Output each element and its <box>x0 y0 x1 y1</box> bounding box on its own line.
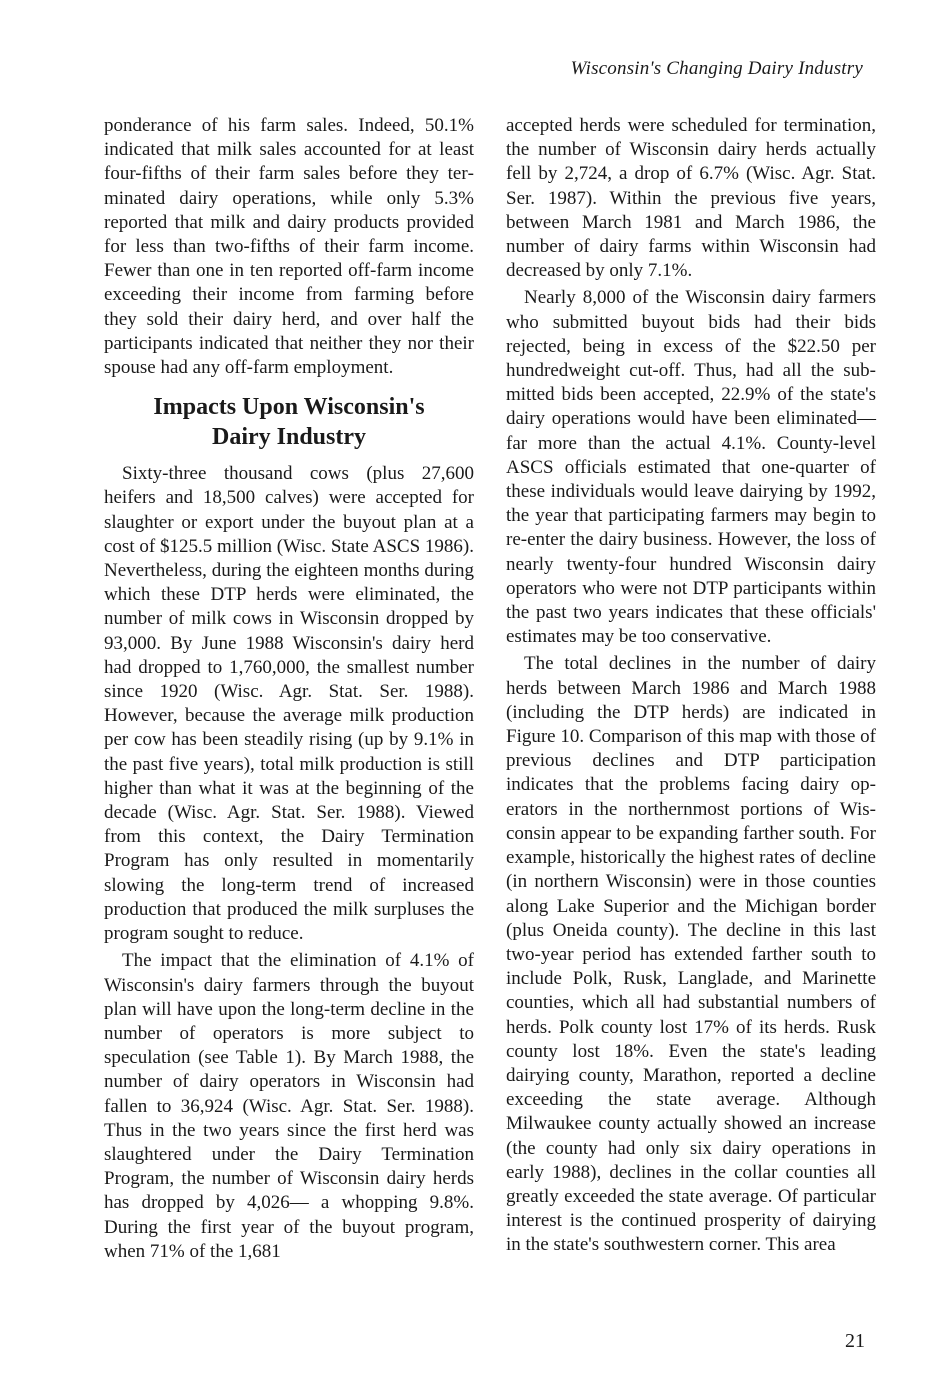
paragraph: The impact that the elimination of 4.1% of Wisconsin's dairy farmers through the buyout plan will have upon the long-term decline in the number of operators is more subject to speculation (see Table 1). By March 1988, the number of dairy operators in Wisconsin had fallen to 36,924 (Wisc. Agr. Stat. Ser. 1988). Thus in the two years since the first herd was slaughtered under the Dairy Termination Program, the number of Wisconsin dairy herds has dropped by 4,026— a whopping 9.8%. During the first year of the buyout program, when 71% of the 1,681 <box>104 950 474 1262</box>
section-heading-line: Impacts Upon Wisconsin's <box>153 394 425 421</box>
paragraph: accepted herds were scheduled for termination, the number of Wisconsin dairy herds actually fell by 2,724, a drop of 6.7% (Wisc. Agr. Stat. Ser. 1987). Within the previous five years, between March 1981 and March 1986, the number of dairy farms within Wisconsin had decreased by only 7.1%. <box>506 115 876 282</box>
section-heading <box>104 392 474 452</box>
left-column <box>104 114 474 1264</box>
right-column <box>506 114 876 1258</box>
page-number: 21 <box>845 1330 865 1352</box>
paragraph: Sixty-three thousand cows (plus 27,600 heifers and 18,500 calves) were accepted for slaughter or export under the buyout plan at a cost of $125.5 million (Wisc. State ASCS 1986). Nevertheless, during the eighteen months during which these DTP herds were eliminated, the number of milk cows in Wisconsin dropped by 93,000. By June 1988 Wisconsin's dairy herd had dropped to 1,760,000, the smallest number since 1920 (Wisc. Agr. Stat. Ser. 1988). However, because the average milk production per cow has been steadily rising (up by 9.1% in the past five years), total milk production is still higher than what it was at the beginning of the decade (Wisc. Agr. Stat. Ser. 1988). Viewed from this context, the Dairy Termination Program has only resulted in momentarily slowing the long-term trend of increased production that produced the milk surpluses the program sought to reduce. <box>104 463 474 945</box>
paragraph: Nearly 8,000 of the Wisconsin dairy farmers who submitted buyout bids had their bids rejected, being in excess of the $22.50 per hundredweight cut-off. Thus, had all the submitted bids been accepted, 22.9% of the state's dairy operations would have been eliminated—far more than the actual 4.1%. County-level ASCS officials estimated that one-quarter of these individuals would leave dairying by 1992, the year that participating farmers may begin to re-enter the dairy business. However, the loss of nearly twenty-four hundred Wisconsin dairy operators who were not DTP participants within the past two years indicates that these officials' estimates may be too conservative. <box>506 287 876 648</box>
paragraph: ponderance of his farm sales. Indeed, 50.1% indicated that milk sales accounted for at least four-fifths of their farm sales before they terminated dairy operations, while only 5.3% reported that milk and dairy products provided for less than two-fifths of their farm income. Fewer than one in ten reported off-farm income exceeding their income from farming before they sold their dairy herd, and over half the participants indicated that neither they nor their spouse had any off-farm employment. <box>104 115 474 379</box>
running-header: Wisconsin's Changing Dairy Industry <box>570 58 863 79</box>
paragraph: The total declines in the number of dairy herds between March 1986 and March 1988 (including the DTP herds) are indicated in Figure 10. Comparison of this map with those of previous declines and DTP participation indicates that the problems facing dairy operators in the northernmost portions of Wisconsin appear to be expanding farther south. For example, historically the highest rates of decline (in northern Wisconsin) were in those counties along Lake Superior and the Michigan border (plus Oneida county). The decline in this last two-year period has extended farther south to include Polk, Rusk, Langlade, and Marinette counties, which all had substantial numbers of herds. Polk county lost 17% of its herds. Rusk county lost 18%. Even the state's leading dairying county, Marathon, reported a decline exceeding the state average. Although Milwaukee county actually showed an increase (the county had only six dairy operations in early 1988), declines in the collar counties all greatly exceeded the state average. Of particular interest is the continued prosperity of dairying in the state's southwestern corner. This area <box>506 653 876 1256</box>
section-heading-line: Dairy Industry <box>211 424 367 451</box>
